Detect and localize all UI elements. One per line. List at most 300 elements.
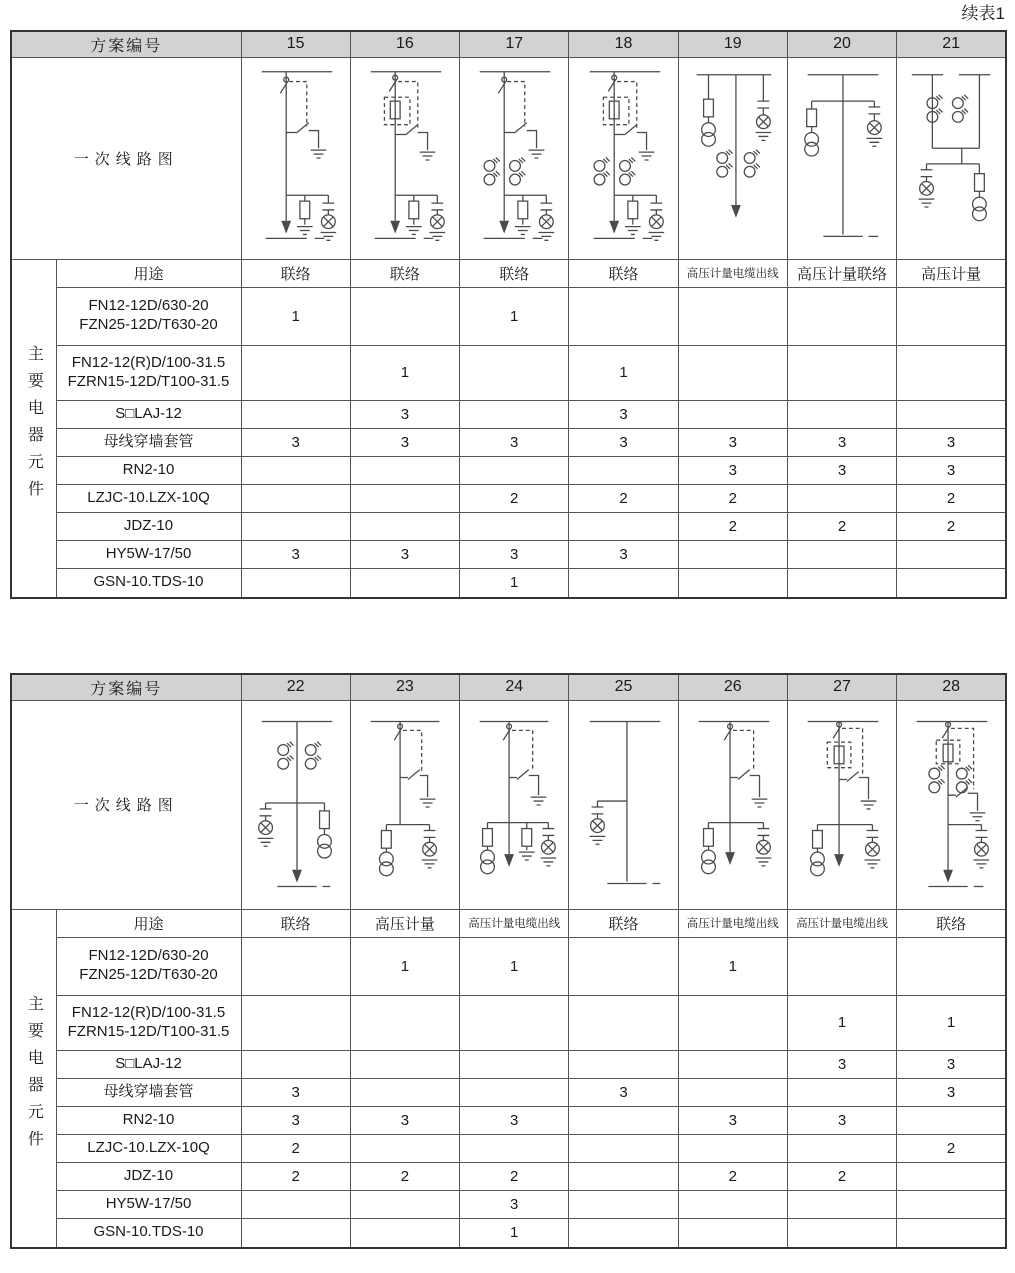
count-cell (350, 1218, 459, 1248)
count-cell (678, 1218, 787, 1248)
count-cell (460, 1134, 569, 1162)
ct-icon (927, 95, 943, 109)
scheme-number: 27 (787, 674, 896, 700)
ground-icon (297, 227, 313, 235)
disconnect-gap-icon (976, 830, 988, 842)
ct-icon (484, 158, 500, 172)
count-cell (569, 1162, 678, 1190)
count-cell: 3 (460, 1190, 569, 1218)
ground-icon (429, 232, 445, 240)
scheme-number: 21 (897, 31, 1006, 57)
count-cell: 3 (350, 1106, 459, 1134)
count-cell (350, 287, 459, 345)
ground-icon (310, 150, 326, 158)
one-line-diagram-scheme-16 (351, 60, 459, 256)
count-cell (897, 937, 1006, 995)
count-cell: 3 (241, 540, 350, 568)
ct-icon (744, 163, 760, 177)
diagram-cell (350, 57, 459, 259)
count-cell (350, 1050, 459, 1078)
scheme-table-22-28 (10, 673, 1007, 1249)
count-cell (460, 400, 569, 428)
scheme-number: 18 (569, 31, 678, 57)
ground-icon (919, 199, 935, 207)
usage-cell: 联络 (241, 259, 350, 287)
ground-icon (541, 858, 557, 866)
ground-icon (648, 232, 664, 240)
one-line-diagram-scheme-26 (679, 705, 787, 905)
scheme-number: 25 (569, 674, 678, 700)
lamp-icon (423, 842, 437, 856)
lamp-icon (540, 215, 554, 229)
count-cell (569, 512, 678, 540)
count-cell (241, 484, 350, 512)
count-cell: 2 (241, 1134, 350, 1162)
count-cell (569, 1050, 678, 1078)
disconnect-gap-icon (757, 101, 769, 113)
count-cell (787, 345, 896, 400)
ground-icon (539, 232, 555, 240)
count-cell (787, 400, 896, 428)
component-row-label: FN12-12(R)D/100-31.5 FZRN15-12D/T100-31.5 (56, 995, 241, 1050)
usage-cell: 高压计量联络 (787, 259, 896, 287)
count-cell: 3 (787, 456, 896, 484)
ground-icon (531, 797, 547, 805)
count-cell (460, 1078, 569, 1106)
arrow-icon (281, 221, 291, 234)
ground-icon (624, 227, 640, 235)
pt-icon (811, 852, 825, 876)
scheme-number-header: 方案编号 (11, 31, 241, 57)
count-cell: 3 (350, 400, 459, 428)
lamp-icon (756, 115, 770, 129)
count-cell: 3 (569, 428, 678, 456)
ground-icon (974, 859, 990, 867)
usage-cell: 联络 (569, 259, 678, 287)
count-cell: 2 (678, 484, 787, 512)
switch-icon (942, 722, 950, 738)
one-line-diagram-scheme-25 (570, 705, 678, 905)
arrow-icon (725, 852, 735, 865)
side-label-main-components: 主要电器元件 (25, 995, 43, 1158)
switch-icon (389, 75, 397, 91)
one-line-diagram-scheme-20 (788, 60, 896, 256)
switch-icon (724, 724, 732, 740)
count-cell: 1 (897, 995, 1006, 1050)
count-cell: 3 (678, 428, 787, 456)
one-line-diagram-scheme-21 (897, 60, 1005, 256)
count-cell (787, 568, 896, 598)
diagram-cell (350, 700, 459, 909)
count-cell: 2 (787, 1162, 896, 1190)
fuse-icon (813, 830, 823, 848)
count-cell: 3 (569, 400, 678, 428)
count-cell: 3 (787, 1050, 896, 1078)
count-cell (460, 512, 569, 540)
fuse-icon (975, 174, 985, 192)
arrow-icon (504, 854, 514, 867)
scheme-number: 26 (678, 674, 787, 700)
component-row-label: LZJC-10.LZX-10Q (56, 1134, 241, 1162)
disconnect-gap-icon (867, 830, 879, 842)
component-row-label: RN2-10 (56, 1106, 241, 1134)
count-cell: 3 (460, 540, 569, 568)
usage-cell: 联络 (460, 259, 569, 287)
ct-icon (927, 109, 943, 123)
side-label-cell (11, 909, 56, 1248)
count-cell (241, 512, 350, 540)
diagram-cell (460, 700, 569, 909)
count-cell (678, 1190, 787, 1218)
count-cell (241, 995, 350, 1050)
count-cell (569, 937, 678, 995)
count-cell (897, 400, 1006, 428)
ct-icon (717, 163, 733, 177)
pt-icon (701, 850, 715, 874)
switch-icon (608, 75, 616, 91)
fuse-icon (300, 201, 310, 219)
lamp-icon (321, 215, 335, 229)
scheme-number: 24 (460, 674, 569, 700)
count-cell (678, 345, 787, 400)
usage-cell: 联络 (350, 259, 459, 287)
count-cell (241, 1050, 350, 1078)
count-cell (569, 1190, 678, 1218)
count-cell (569, 456, 678, 484)
ct-icon (510, 158, 526, 172)
count-cell (350, 512, 459, 540)
switch-icon (833, 722, 841, 738)
ct-icon (510, 171, 526, 185)
count-cell (569, 568, 678, 598)
side-label-cell (11, 259, 56, 598)
scheme-number: 16 (350, 31, 459, 57)
scheme-number: 23 (350, 674, 459, 700)
ct-icon (484, 171, 500, 185)
switch-icon (503, 724, 511, 740)
side-label-main-components: 主要电器元件 (25, 345, 43, 508)
count-cell: 2 (460, 1162, 569, 1190)
component-row-label: RN2-10 (56, 456, 241, 484)
count-cell: 3 (787, 428, 896, 456)
count-cell: 2 (350, 1162, 459, 1190)
count-cell: 1 (241, 287, 350, 345)
count-cell: 1 (460, 287, 569, 345)
diagram-row-label: 一次线路图 (11, 57, 241, 259)
count-cell: 2 (460, 484, 569, 512)
count-cell: 1 (678, 937, 787, 995)
count-cell (897, 345, 1006, 400)
count-cell: 1 (460, 1218, 569, 1248)
disconnect-gap-icon (543, 828, 555, 840)
ground-icon (970, 812, 986, 820)
count-cell (787, 287, 896, 345)
count-cell (569, 287, 678, 345)
count-cell (569, 1134, 678, 1162)
diagram-cell (569, 700, 678, 909)
count-cell: 3 (897, 428, 1006, 456)
pt-icon (379, 852, 393, 876)
pt-box-icon (522, 828, 532, 846)
ground-icon (861, 801, 877, 809)
usage-cell: 高压计量 (897, 259, 1006, 287)
fuse-icon (518, 201, 528, 219)
ct-icon (953, 109, 969, 123)
usage-cell: 联络 (569, 909, 678, 937)
lamp-icon (430, 215, 444, 229)
one-line-diagram-scheme-28 (897, 705, 1005, 905)
table-continuation-label: 续表1 (961, 4, 1005, 23)
count-cell: 2 (678, 1162, 787, 1190)
scheme-number: 20 (787, 31, 896, 57)
one-line-diagram-scheme-27 (788, 705, 896, 905)
count-cell: 1 (787, 995, 896, 1050)
fuse-icon (807, 109, 817, 127)
ct-icon (717, 150, 733, 164)
count-cell (678, 400, 787, 428)
pt-icon (317, 834, 331, 858)
disconnect-gap-icon (591, 806, 603, 818)
count-cell (350, 995, 459, 1050)
count-cell (460, 345, 569, 400)
ground-icon (589, 836, 605, 844)
disconnect-gap-icon (921, 170, 933, 182)
count-cell (241, 345, 350, 400)
lamp-icon (590, 818, 604, 832)
switch-icon (394, 724, 402, 740)
count-cell (241, 456, 350, 484)
usage-cell: 联络 (897, 909, 1006, 937)
scheme-number: 17 (460, 31, 569, 57)
diagram-cell (678, 700, 787, 909)
count-cell: 3 (460, 1106, 569, 1134)
lamp-icon (868, 121, 882, 135)
count-cell (787, 1078, 896, 1106)
count-cell (569, 995, 678, 1050)
component-row-label: 母线穿墙套管 (56, 428, 241, 456)
one-line-diagram-scheme-17 (460, 60, 568, 256)
lamp-icon (866, 842, 880, 856)
ground-icon (420, 152, 436, 160)
component-row-label: FN12-12D/630-20 FZN25-12D/T630-20 (56, 287, 241, 345)
ct-icon (594, 158, 610, 172)
count-cell (678, 568, 787, 598)
ground-icon (422, 859, 438, 867)
diagram-cell (897, 700, 1006, 909)
arrow-icon (292, 869, 302, 882)
count-cell: 3 (241, 1078, 350, 1106)
ground-icon (420, 799, 436, 807)
ground-icon (529, 150, 545, 158)
ct-icon (305, 741, 321, 755)
count-cell: 3 (897, 456, 1006, 484)
count-cell: 2 (897, 512, 1006, 540)
pt-icon (481, 850, 495, 874)
ct-icon (619, 158, 635, 172)
count-cell: 3 (897, 1078, 1006, 1106)
switch-icon (280, 77, 288, 93)
count-cell: 3 (350, 428, 459, 456)
count-cell: 2 (678, 512, 787, 540)
count-cell: 3 (350, 540, 459, 568)
diagram-cell (460, 57, 569, 259)
count-cell: 1 (569, 345, 678, 400)
component-row-label: GSN-10.TDS-10 (56, 568, 241, 598)
component-row-label: LZJC-10.LZX-10Q (56, 484, 241, 512)
diagram-cell (787, 700, 896, 909)
count-cell: 2 (897, 484, 1006, 512)
count-cell (897, 1218, 1006, 1248)
count-cell: 3 (678, 456, 787, 484)
one-line-diagram-scheme-23 (351, 705, 459, 905)
count-cell: 3 (460, 428, 569, 456)
ground-icon (867, 138, 883, 146)
count-cell (350, 1078, 459, 1106)
lamp-icon (258, 820, 272, 834)
arrow-icon (731, 205, 741, 218)
diagram-cell (678, 57, 787, 259)
ground-icon (519, 852, 535, 860)
count-cell (460, 456, 569, 484)
scheme-number: 15 (241, 31, 350, 57)
usage-cell: 联络 (241, 909, 350, 937)
fuse-icon (381, 830, 391, 848)
count-cell: 2 (241, 1162, 350, 1190)
lamp-icon (649, 215, 663, 229)
disconnect-gap-icon (259, 808, 271, 820)
pt-icon (805, 133, 819, 157)
count-cell (897, 1162, 1006, 1190)
lamp-icon (920, 182, 934, 196)
ct-icon (619, 171, 635, 185)
scheme-number: 19 (678, 31, 787, 57)
ground-icon (865, 859, 881, 867)
count-cell (678, 1134, 787, 1162)
scheme-number: 22 (241, 674, 350, 700)
arrow-icon (943, 869, 953, 882)
fuse-icon (703, 828, 713, 846)
lamp-icon (756, 840, 770, 854)
count-cell (897, 568, 1006, 598)
count-cell: 3 (569, 540, 678, 568)
diagram-row-label: 一次线路图 (11, 700, 241, 909)
count-cell (678, 995, 787, 1050)
count-cell (787, 540, 896, 568)
pt-icon (701, 123, 715, 147)
count-cell: 3 (569, 1078, 678, 1106)
one-line-diagram-scheme-18 (570, 60, 678, 256)
ground-icon (320, 232, 336, 240)
disconnect-gap-icon (322, 203, 334, 215)
lamp-icon (975, 842, 989, 856)
component-row-label: JDZ-10 (56, 1162, 241, 1190)
usage-cell: 高压计量电缆出线 (678, 259, 787, 287)
scheme-number-header: 方案编号 (11, 674, 241, 700)
usage-header: 用途 (56, 909, 241, 937)
arrow-icon (500, 221, 510, 234)
lamp-icon (542, 840, 556, 854)
count-cell (787, 937, 896, 995)
diagram-cell (787, 57, 896, 259)
component-row-label: FN12-12D/630-20 FZN25-12D/T630-20 (56, 937, 241, 995)
count-cell (569, 1106, 678, 1134)
arrow-icon (609, 221, 619, 234)
one-line-diagram-scheme-22 (242, 705, 350, 905)
fuse-icon (483, 828, 493, 846)
disconnect-gap-icon (757, 828, 769, 840)
ct-icon (957, 765, 973, 779)
switch-icon (499, 77, 507, 93)
component-row-label: GSN-10.TDS-10 (56, 1218, 241, 1248)
ct-icon (953, 95, 969, 109)
count-cell: 3 (678, 1106, 787, 1134)
count-cell (350, 484, 459, 512)
count-cell: 1 (350, 345, 459, 400)
count-cell: 3 (787, 1106, 896, 1134)
count-cell: 3 (241, 428, 350, 456)
diagram-cell (569, 57, 678, 259)
component-row-label: FN12-12(R)D/100-31.5 FZRN15-12D/T100-31.5 (56, 345, 241, 400)
diagram-cell (897, 57, 1006, 259)
ground-icon (638, 152, 654, 160)
pt-icon (973, 197, 987, 221)
count-cell (787, 1134, 896, 1162)
count-cell (241, 1218, 350, 1248)
count-cell (897, 1190, 1006, 1218)
count-cell (241, 937, 350, 995)
ground-icon (755, 133, 771, 141)
count-cell (678, 540, 787, 568)
count-cell (460, 995, 569, 1050)
fuse-icon (627, 201, 637, 219)
ground-icon (257, 838, 273, 846)
usage-header: 用途 (56, 259, 241, 287)
disconnect-gap-icon (650, 203, 662, 215)
ct-icon (277, 755, 293, 769)
count-cell (678, 1078, 787, 1106)
component-row-label: S□LAJ-12 (56, 400, 241, 428)
count-cell (350, 1134, 459, 1162)
count-cell (241, 400, 350, 428)
scheme-table-15-21 (10, 30, 1007, 599)
component-row-label: HY5W-17/50 (56, 540, 241, 568)
usage-cell: 高压计量电缆出线 (787, 909, 896, 937)
count-cell (897, 287, 1006, 345)
component-row-label: HY5W-17/50 (56, 1190, 241, 1218)
ground-icon (751, 799, 767, 807)
count-cell (460, 1050, 569, 1078)
count-cell: 3 (241, 1106, 350, 1134)
count-cell (241, 1190, 350, 1218)
count-cell: 2 (897, 1134, 1006, 1162)
ground-icon (406, 227, 422, 235)
count-cell (897, 540, 1006, 568)
diagram-cell (241, 700, 350, 909)
count-cell (569, 1218, 678, 1248)
count-cell (350, 1190, 459, 1218)
count-cell (241, 568, 350, 598)
component-row-label: 母线穿墙套管 (56, 1078, 241, 1106)
count-cell: 3 (897, 1050, 1006, 1078)
arrow-icon (390, 221, 400, 234)
disconnect-gap-icon (431, 203, 443, 215)
fuse-icon (409, 201, 419, 219)
component-row-label: S□LAJ-12 (56, 1050, 241, 1078)
disconnect-gap-icon (541, 203, 553, 215)
ct-icon (929, 765, 945, 779)
one-line-diagram-scheme-19 (679, 60, 787, 256)
ct-icon (305, 755, 321, 769)
